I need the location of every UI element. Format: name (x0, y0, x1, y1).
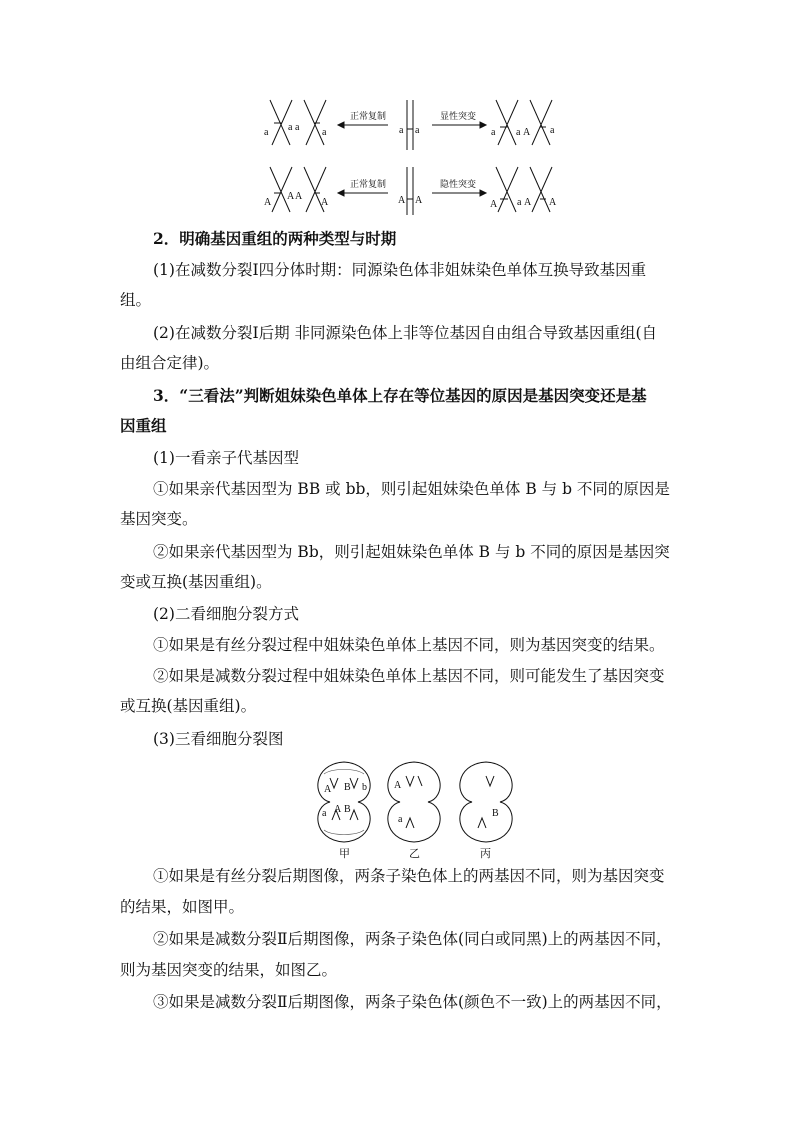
cell-yi-gene-bottom: a (398, 814, 403, 825)
section3-s3a-line1: ①如果是有丝分裂后期图像，两条子染色体上的两基因不同，则为基因突变 (153, 867, 665, 885)
section3-s3b-line2: 则为基因突变的结果，如图乙。 (120, 961, 338, 979)
row1-right-chromosomes (496, 100, 552, 145)
chromosome-mutation-diagram (260, 95, 560, 220)
cell-jia-gene-B-bottom: B (344, 804, 351, 815)
row1-center-allele-right: a (415, 125, 420, 136)
section3-s3c-line1: ③如果是减数分裂Ⅱ后期图像，两条子染色体(颜色不一致)上的两基因不同， (153, 993, 672, 1011)
section3-s2b-line2: 或互换(基因重组)。 (120, 697, 257, 715)
section3-sub3: (3)三看细胞分裂图 (153, 730, 284, 748)
section2-p2-line1: (2)在减数分裂Ⅰ后期 非同源染色体上非等位基因自由组合导致基因重组(自 (153, 324, 658, 342)
row1-right-arrow (432, 122, 486, 128)
cell-jia-gene-B-top: B (344, 782, 351, 793)
cell-bing-gene-bottom: B (492, 808, 499, 819)
cell-jia-caption: 甲 (339, 848, 350, 860)
section3-s1a-line2: 基因突变。 (120, 510, 198, 528)
cell-yi-caption: 乙 (409, 848, 420, 860)
row1-right-allele-2: a (516, 127, 521, 138)
row1-left-allele-2: a (288, 122, 293, 133)
row2-center-allele-left: A (398, 195, 406, 206)
row1-left-allele-3: a (295, 122, 300, 133)
section3-s3a-line2: 的结果，如图甲。 (120, 898, 245, 916)
cell-jia-gene-A-bottom: A (334, 804, 342, 815)
section3-heading-line2: 因重组 (120, 416, 167, 435)
section3-heading-line1: 3．“三看法”判断姐妹染色单体上存在等位基因的原因是基因突变还是基 (153, 386, 647, 405)
section2-p1-line1: (1)在减数分裂Ⅰ四分体时期：同源染色体非姐妹染色单体互换导致基因重 (153, 261, 647, 279)
section3-sub2: (2)二看细胞分裂方式 (153, 605, 299, 623)
section3-s2b-line1: ②如果是减数分裂过程中姐妹染色单体上基因不同，则可能发生了基因突变 (153, 667, 665, 685)
row2-left-allele-4: A (321, 197, 329, 208)
row1-left-label: 正常复制 (350, 111, 387, 121)
row2-right-allele-3: A (524, 197, 532, 208)
row1-left-allele-4: a (322, 127, 327, 138)
cell-jia-gene-A-top: A (324, 784, 332, 795)
section3-s1a-line1: ①如果亲代基因型为 BB 或 bb，则引起姐妹染色单体 B 与 b 不同的原因是 (153, 480, 670, 498)
row2-left-chromosomes (270, 167, 326, 212)
row2-left-arrow (338, 190, 388, 196)
row2-left-allele-3: A (295, 191, 303, 202)
cell-jia-gene-b-top: b (362, 782, 367, 793)
row2-right-allele-1: A (490, 199, 498, 210)
row2-right-allele-4: A (549, 197, 557, 208)
section2-p1-line2: 组。 (120, 291, 152, 309)
row1-right-mutant: A (523, 127, 531, 138)
cell-jia-gene-a-bottom: a (322, 808, 327, 819)
row1-center-chromosome (407, 100, 413, 150)
cell-jia (318, 762, 370, 842)
row1-right-label: 显性突变 (440, 111, 477, 121)
row1-left-allele-1: a (264, 127, 269, 138)
row2-left-label: 正常复制 (350, 179, 387, 189)
row2-center-chromosome (407, 167, 413, 215)
section3-s1b-line1: ②如果亲代基因型为 Bb，则引起姐妹染色单体 B 与 b 不同的原因是基因突 (153, 543, 670, 561)
cell-bing (460, 762, 512, 842)
row2-right-label: 隐性突变 (440, 179, 477, 189)
section2-heading: 2．明确基因重组的两种类型与时期 (153, 229, 397, 248)
row1-left-arrow (338, 122, 388, 128)
section3-sub1: (1)一看亲子代基因型 (153, 449, 299, 467)
section3-s2a: ①如果是有丝分裂过程中姐妹染色单体上基因不同，则为基因突变的结果。 (153, 636, 665, 654)
cell-yi-gene-top: A (394, 780, 402, 791)
section3-s3b-line1: ②如果是减数分裂Ⅱ后期图像，两条子染色体(同白或同黑)上的两基因不同， (153, 930, 672, 948)
section2-p2-line2: 由组合定律)。 (120, 354, 220, 372)
row1-right-allele-1: a (491, 127, 496, 138)
cell-bing-caption: 丙 (480, 848, 491, 860)
section3-s1b-line2: 变或互换(基因重组)。 (120, 573, 272, 591)
row2-right-mutant: a (517, 197, 522, 208)
row1-right-allele-4: a (550, 125, 555, 136)
row1-center-allele-left: a (399, 125, 404, 136)
cell-yi (388, 762, 440, 842)
row2-center-allele-right: A (415, 195, 423, 206)
row2-left-allele-2: A (287, 191, 295, 202)
cell-division-diagram (310, 758, 520, 860)
row2-right-arrow (432, 190, 486, 196)
row2-left-allele-1: A (264, 197, 272, 208)
